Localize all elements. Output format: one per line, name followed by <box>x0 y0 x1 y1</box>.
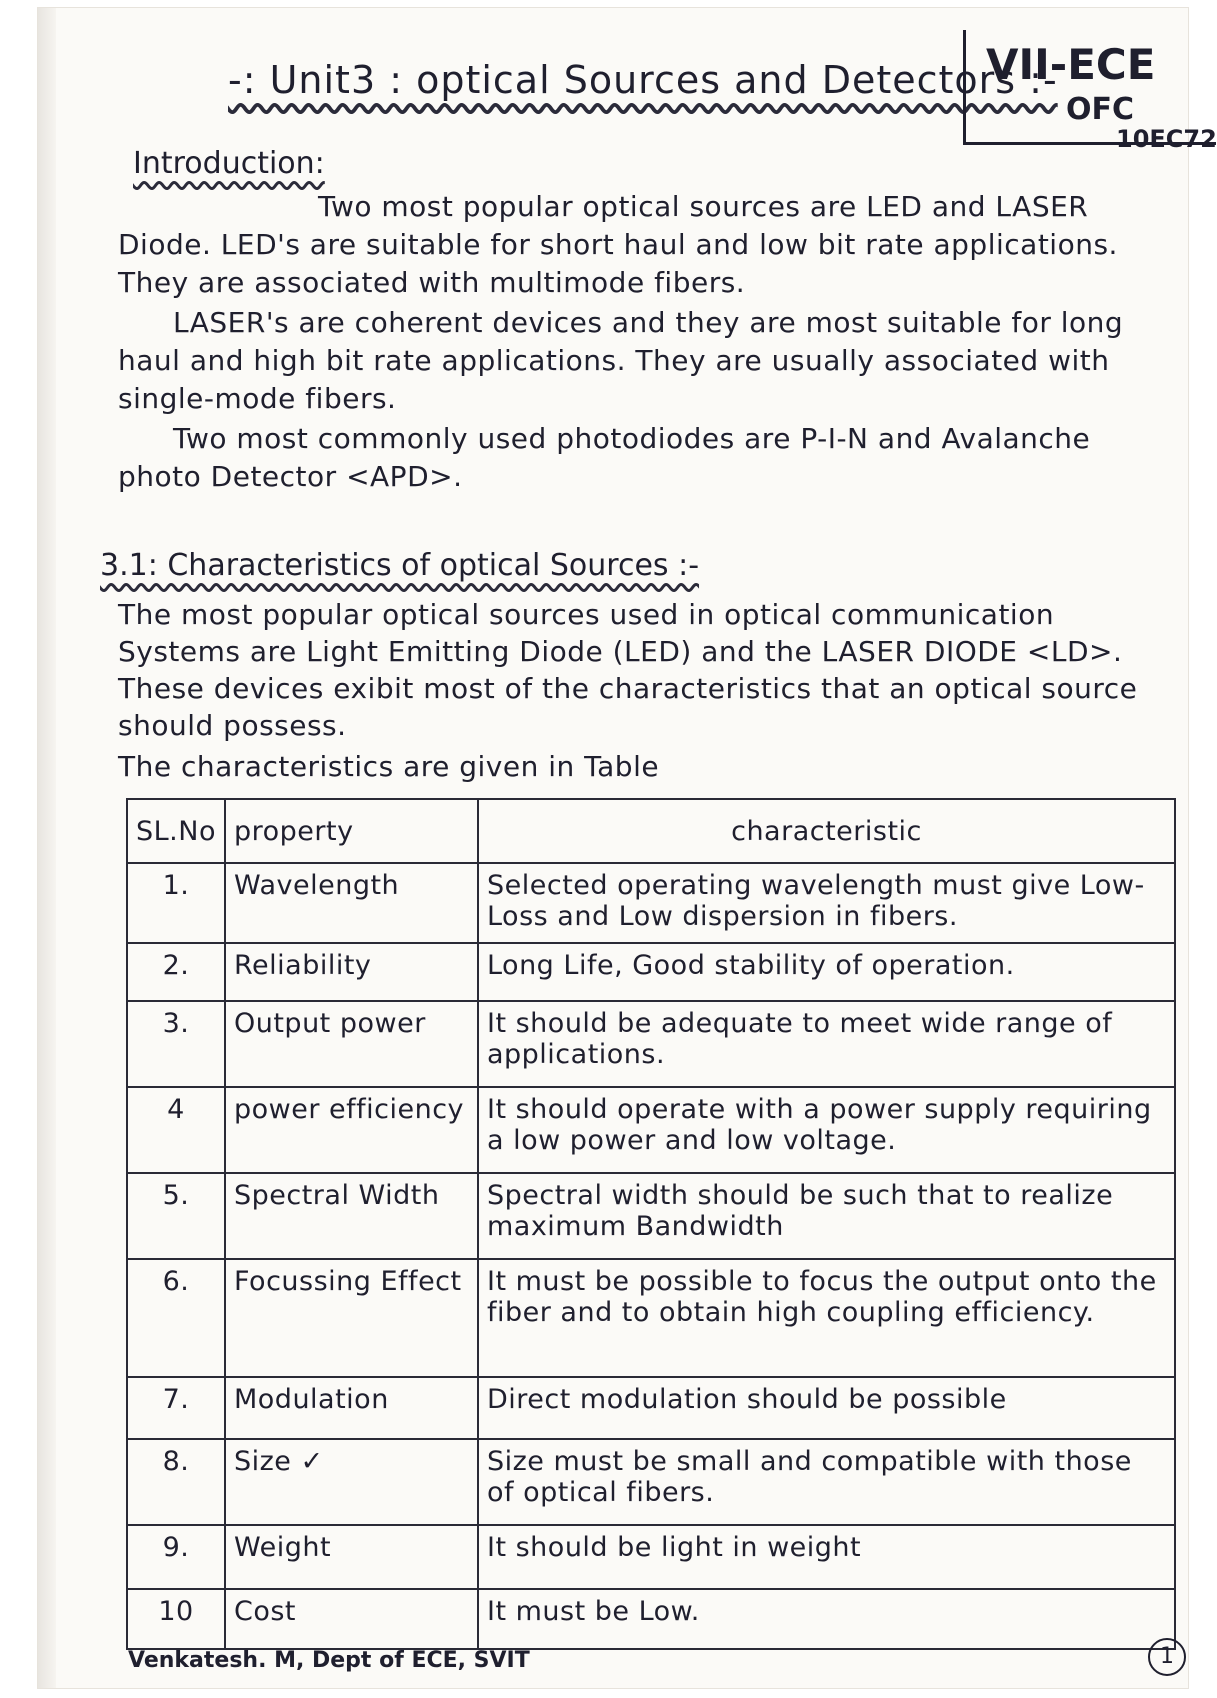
row-number: 2. <box>127 943 225 1001</box>
intro-paragraph-1: Two most popular optical sources are LED and LASER Diode. LED's are suitable for short haul and low bit rate applications. They are associated with multimode fibers. <box>118 190 1118 299</box>
table-row <box>127 1377 1175 1439</box>
row-property: Focussing Effect <box>225 1259 478 1377</box>
row-number: 4 <box>127 1087 225 1173</box>
row-number: 7. <box>127 1377 225 1439</box>
table-row <box>127 943 1175 1001</box>
notebook-page <box>38 8 1217 1688</box>
section-heading <box>100 548 699 583</box>
row-number: 1. <box>127 863 225 943</box>
table-row <box>127 1173 1175 1259</box>
row-property: Reliability <box>225 943 478 1001</box>
row-characteristic: It should be adequate to meet wide range of applications. <box>478 1001 1175 1087</box>
intro-paragraph-2: LASER's are coherent devices and they are most suitable for long haul and high bit rate applications. They are usually associated with single-mode fibers. <box>118 306 1124 415</box>
intro-heading: Introduction: <box>133 146 325 181</box>
table-row <box>127 863 1175 943</box>
course-code: 10EC72 <box>1116 125 1217 153</box>
row-characteristic: Size must be small and compatible with those of optical fibers. <box>478 1439 1175 1525</box>
col-header-slno: SL.No <box>127 799 225 863</box>
subject-label: OFC <box>1066 92 1135 127</box>
row-property: Modulation <box>225 1377 478 1439</box>
intro-paragraph-3: Two most commonly used photodiodes are P-I-N and Avalanche photo Detector <APD>. <box>118 422 1091 493</box>
row-number: 10 <box>127 1589 225 1649</box>
row-property: Spectral Width <box>225 1173 478 1259</box>
row-number: 3. <box>127 1001 225 1087</box>
page-number: 1 <box>1148 1638 1186 1676</box>
author-footer: Venkatesh. M, Dept of ECE, SVIT <box>128 1648 530 1673</box>
page-binding <box>38 8 56 1688</box>
table-row <box>127 1087 1175 1173</box>
semester-label: VII-ECE <box>986 40 1156 89</box>
row-characteristic: It should be light in weight <box>478 1525 1175 1589</box>
row-characteristic: Direct modulation should be possible <box>478 1377 1175 1439</box>
course-box <box>963 30 1217 153</box>
table-row <box>127 1439 1175 1525</box>
col-header-characteristic: characteristic <box>478 799 1175 863</box>
row-property: Wavelength <box>225 863 478 943</box>
row-property: Cost <box>225 1589 478 1649</box>
row-number: 5. <box>127 1173 225 1259</box>
row-property: Weight <box>225 1525 478 1589</box>
section-paragraph: The most popular optical sources used in optical communication Systems are Light Emitting Diode (LED) and the LASER DIODE <LD>. These devices exibit most of the characteristics that an optical source should possess. <box>118 598 1138 742</box>
table-row <box>127 1259 1175 1377</box>
row-characteristic: Spectral width should be such that to realize maximum Bandwidth <box>478 1173 1175 1259</box>
table-row <box>127 1525 1175 1589</box>
row-characteristic: It should operate with a power supply requiring a low power and low voltage. <box>478 1087 1175 1173</box>
row-property: Output power <box>225 1001 478 1087</box>
row-property: power efficiency <box>225 1087 478 1173</box>
characteristics-table <box>126 798 1176 1650</box>
col-header-property: property <box>225 799 478 863</box>
row-characteristic: It must be Low. <box>478 1589 1175 1649</box>
page-title <box>228 58 1058 102</box>
row-characteristic: It must be possible to focus the output onto the fiber and to obtain high coupling efficiency. <box>478 1259 1175 1377</box>
row-number: 6. <box>127 1259 225 1377</box>
row-property: Size ✓ <box>225 1439 478 1525</box>
section-heading-text: 3.1: Characteristics of optical Sources :- <box>100 548 700 583</box>
table-intro-text: The characteristics are given in Table <box>118 750 660 783</box>
row-characteristic: Long Life, Good stability of operation. <box>478 943 1175 1001</box>
row-number: 9. <box>127 1525 225 1589</box>
unit-title-text: -: Unit3 : optical Sources and Detectors :- <box>228 58 1058 102</box>
row-number: 8. <box>127 1439 225 1525</box>
table-header-row <box>127 799 1175 863</box>
row-characteristic: Selected operating wavelength must give Low-Loss and Low dispersion in fibers. <box>478 863 1175 943</box>
table-row <box>127 1589 1175 1649</box>
table-row <box>127 1001 1175 1087</box>
